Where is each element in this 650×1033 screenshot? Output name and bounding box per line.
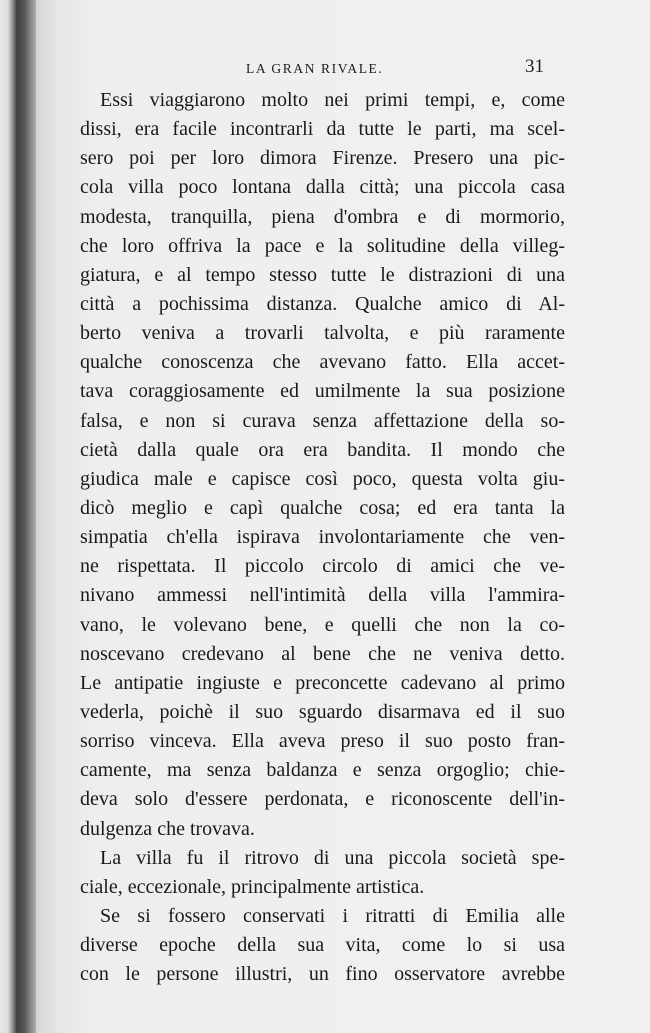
text-line: camente, ma senza baldanza e senza orgoglio; chie- bbox=[80, 759, 565, 782]
text-line: simpatia ch'ella ispirava involontariamente che ven- bbox=[80, 526, 565, 549]
text-line: noscevano credevano al bene che ne veniva detto. bbox=[80, 642, 565, 665]
text-line: tava coraggiosamente ed umilmente la sua posizione bbox=[80, 380, 565, 403]
text-line: modesta, tranquilla, piena d'ombra e di mormorio, bbox=[80, 205, 565, 228]
text-line: dulgenza che trovava. bbox=[80, 817, 255, 840]
text-line: falsa, e non si curava senza affettazione della so- bbox=[80, 409, 565, 432]
text-line: sorriso vinceva. Ella aveva preso il suo posto fran- bbox=[80, 730, 565, 753]
text-line: vederla, poichè il suo sguardo disarmava ed il suo bbox=[80, 700, 565, 723]
text-line: città a pochissima distanza. Qualche amico di Al- bbox=[80, 292, 565, 315]
paragraph-3 bbox=[80, 902, 565, 989]
text-line: deva solo d'essere perdonata, e riconoscente dell'in- bbox=[80, 788, 565, 811]
running-header bbox=[36, 54, 650, 84]
body-text bbox=[80, 86, 565, 989]
paragraph-2 bbox=[80, 844, 565, 902]
text-line: nivano ammessi nell'intimità della villa l'ammira- bbox=[80, 584, 565, 607]
text-line: cola villa poco lontana dalla città; una piccola casa bbox=[80, 176, 565, 199]
text-line: dissi, era facile incontrarli da tutte le parti, ma scel- bbox=[80, 118, 565, 141]
text-line: Le antipatie ingiuste e preconcette cadevano al primo bbox=[80, 671, 565, 694]
text-line: diverse epoche della sua vita, come lo si usa bbox=[80, 934, 565, 957]
text-line: vano, le volevano bene, e quelli che non la co- bbox=[80, 613, 565, 636]
text-line: sero poi per loro dimora Firenze. Presero una pic- bbox=[80, 147, 565, 170]
text-line: che loro offriva la pace e la solitudine della villeg- bbox=[80, 234, 565, 257]
text-line: giudica male e capisce così poco, questa volta giu- bbox=[80, 467, 565, 490]
book-page bbox=[36, 0, 650, 1033]
text-line: giatura, e al tempo stesso tutte le distrazioni di una bbox=[80, 263, 565, 286]
text-line: berto veniva a trovarli talvolta, e più raramente bbox=[80, 322, 565, 345]
text-line: cietà dalla quale ora era bandita. Il mondo che bbox=[80, 438, 565, 461]
running-title: LA GRAN RIVALE. bbox=[246, 61, 384, 76]
text-line: La villa fu il ritrovo di una piccola società spe- bbox=[100, 846, 565, 869]
paragraph-1 bbox=[80, 86, 565, 844]
text-line: ciale, eccezionale, principalmente artistica. bbox=[80, 875, 425, 898]
page-number: 31 bbox=[525, 56, 544, 77]
text-line: con le persone illustri, un fino osservatore avrebbe bbox=[80, 963, 565, 986]
text-line: Essi viaggiarono molto nei primi tempi, e, come bbox=[100, 89, 565, 111]
scan-binding-edge bbox=[0, 0, 38, 1033]
text-line: Se si fossero conservati i ritratti di Emilia alle bbox=[100, 904, 565, 927]
text-line: qualche conoscenza che avevano fatto. Ella accet- bbox=[80, 351, 565, 374]
text-line: dicò meglio e capì qualche cosa; ed era tanta la bbox=[80, 496, 565, 519]
text-line: ne rispettata. Il piccolo circolo di amici che ve- bbox=[80, 555, 565, 578]
